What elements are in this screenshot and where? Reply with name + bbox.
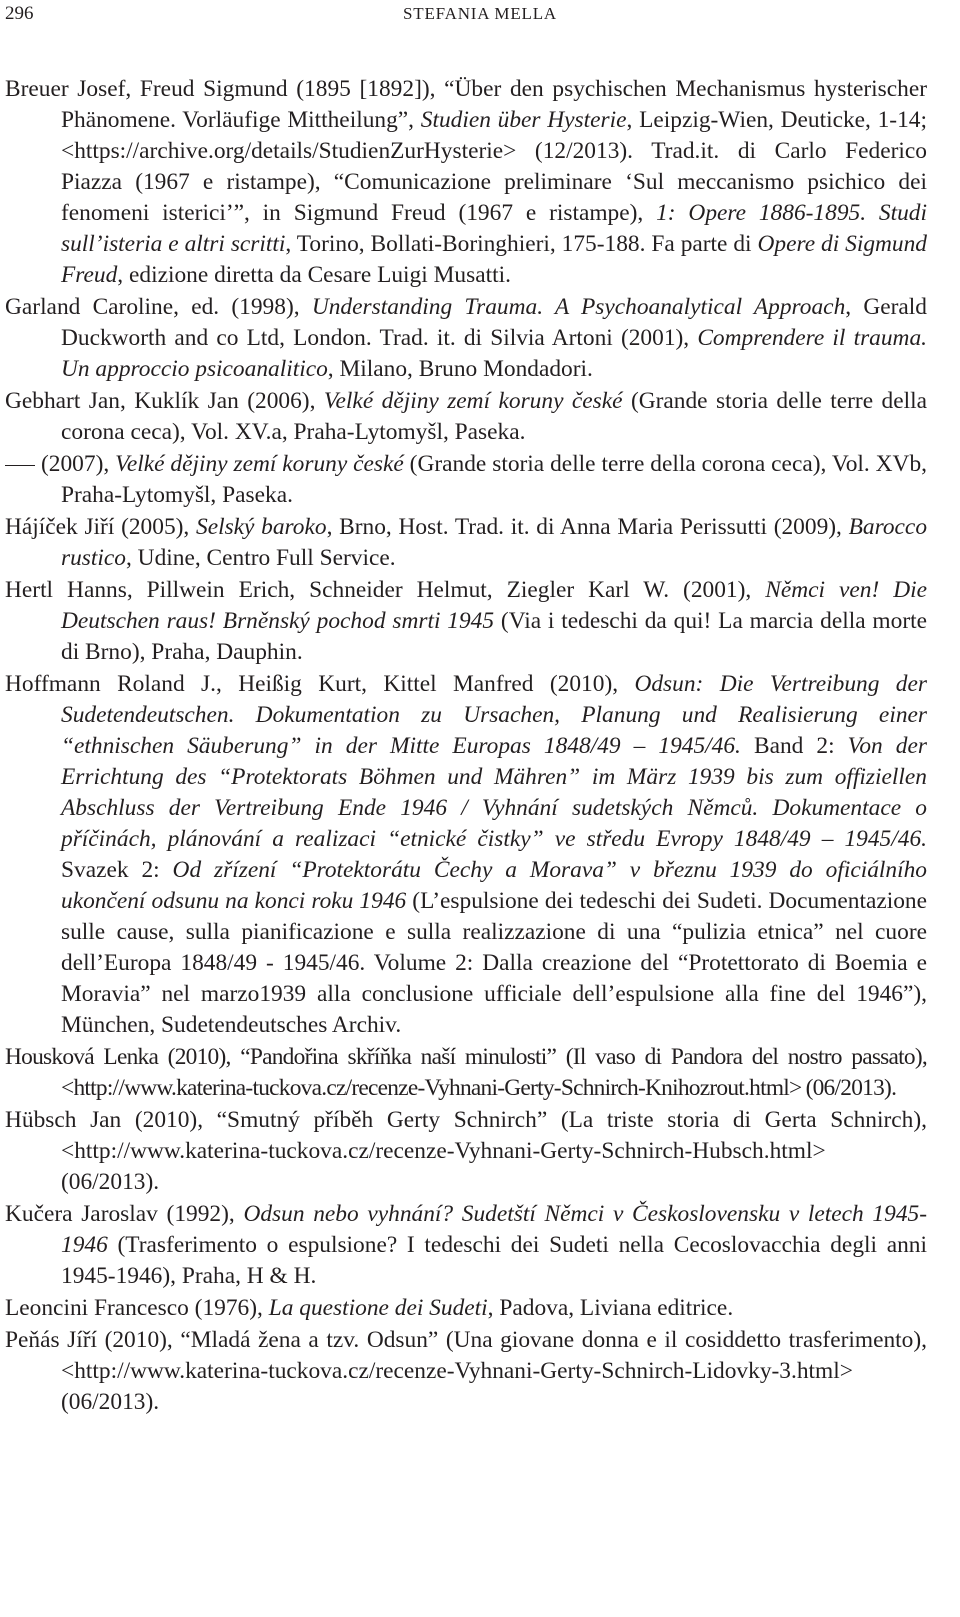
entry-text: (Via i tedeschi da qui! La marcia della morte di Brno), Praha, Dauphin. xyxy=(61,608,927,665)
entry-text: Hoffmann Roland J., Heißig Kurt, Kittel Manfred (2010), xyxy=(5,671,635,697)
entry-text: , Padova, Liviana editrice. xyxy=(487,1295,734,1321)
entry-italic-title: Od zřízení “Protektorátu Čechy a Morava” v březnu 1939 do oficiálního ukončení odsunu na konci roku 1946 xyxy=(61,857,927,914)
entry-italic-title: Němci ven! Die Deutschen raus! Brněnský pochod smrti 1945 xyxy=(61,577,927,634)
bibliography-entry-houskova xyxy=(5,1042,927,1104)
entry-italic-title: Odsun: Die Vertreibung der Sudetendeutschen. Dokumentation zu Ursachen, Planung und Realisierung einer “ethnischen Säuberung” in der Mitte Europas 1848/49 – 1945/46. xyxy=(61,671,927,759)
bibliography-entry-breuer xyxy=(5,74,927,291)
entry-italic-title: Von der Errichtung des “Protektorats Böhmen und Mähren” im März 1939 bis zum offiziellen Abschluss der Vertreibung Ende 1946 / Vyhnání sudetských Němců. Dokumentace o příčinách, plánování a realizaci “etnické čistky” ve středu Evropy 1848/49 – 1945/46. xyxy=(61,733,927,852)
bibliography-entry-leoncini xyxy=(5,1293,927,1324)
entry-italic-title: Studien über Hysterie xyxy=(420,107,627,133)
entry-italic-title: Velké dějiny zemí koruny české xyxy=(323,388,623,414)
entry-text: Housková Lenka (2010), “Pandořina skříňka naší minulosti” (Il vaso di Pandora del nostro passato), <http://www.katerina-tuckova.cz/recenze-Vyhnani-Gerty-Schnirch-Knihozrout.html> (06/2013). xyxy=(5,1044,927,1101)
entry-italic-title: Selský baroko xyxy=(196,514,327,540)
entry-text: Band 2: xyxy=(740,733,848,759)
entry-text: , Torino, Bollati-Boringhieri, 175-188. Fa parte di xyxy=(285,231,758,257)
bibliography-entry-hertl xyxy=(5,575,927,668)
entry-text: (L’espulsione dei tedeschi dei Sudeti. Documentazione sulle cause, sulla pianificazione e sulla realizzazione di una “pulizia etnica” nel cuore dell’Europa 1848/49 - 1945/46. Volume 2: Dalla creazione del “Protettorato di Boemia e Moravia” nel marzo1939 alla conclusione ufficiale dell’espulsione alla fine del 1946”), München, Sudetendeutsches Archiv. xyxy=(61,888,928,1038)
entry-text: (Grande storia delle terre della corona ceca), Vol. XV.a, Praha-Lytomyšl, Paseka. xyxy=(61,388,927,445)
bibliography-entry-hoffmann xyxy=(5,669,927,1041)
entry-text: Gebhart Jan, Kuklík Jan (2006), xyxy=(5,388,324,414)
entry-text: Breuer Josef, Freud Sigmund (1895 [1892]), “Über den psychischen Mechanismus hysterischer Phänomene. Vorläufige Mittheilung”, xyxy=(5,76,927,133)
entry-text: Hertl Hanns, Pillwein Erich, Schneider Helmut, Ziegler Karl W. (2001), xyxy=(5,577,766,603)
entry-text: Hübsch Jan (2010), “Smutný příběh Gerty Schnirch” (La triste storia di Gerta Schnirch), <http://www.katerina-tuckova.cz/recenze-Vyhnani-Gerty-Schnirch-Hubsch.html> (06/2013). xyxy=(5,1107,927,1195)
entry-italic-title: Understanding Trauma. A Psychoanalytical Approach xyxy=(311,294,846,320)
entry-text: (Trasferimento o espulsione? I tedeschi dei Sudeti nella Cecoslovacchia degli anni 1945-1946), Praha, H & H. xyxy=(61,1232,927,1289)
entry-text: Leoncini Francesco (1976), xyxy=(5,1295,269,1321)
entry-italic-title: Comprendere il trauma. Un approccio psicoanalitico xyxy=(61,325,927,382)
entry-text: , edizione diretta da Cesare Luigi Musatti. xyxy=(117,262,511,288)
entry-text: Garland Caroline, ed. (1998), xyxy=(5,294,312,320)
entry-text: , Milano, Bruno Mondadori. xyxy=(327,356,593,382)
running-title: STEFANIA MELLA xyxy=(403,4,557,23)
page-number: 296 xyxy=(5,3,34,24)
entry-text: Peňás Jíří (2010), “Mladá žena a tzv. Odsun” (Una giovane donna e il cosiddetto trasferimento), <http://www.katerina-tuckova.cz/recenze-Vyhnani-Gerty-Schnirch-Lidovky-3.html> (06/2013). xyxy=(5,1327,927,1415)
entry-text: , Udine, Centro Full Service. xyxy=(125,545,396,571)
repeat-author-dash xyxy=(5,465,35,466)
entry-italic-title: Opere di Sigmund Freud xyxy=(61,231,928,288)
bibliography-entry-gebhart-2006 xyxy=(5,386,927,448)
entry-text: Svazek 2: xyxy=(61,857,173,883)
entry-italic-title: Velké dějiny zemí koruny české xyxy=(115,451,404,477)
entry-italic-title: La questione dei Sudeti xyxy=(268,1295,488,1321)
entry-text: Kučera Jaroslav (1992), xyxy=(5,1201,244,1227)
bibliography-entry-hubsch xyxy=(5,1105,927,1198)
entry-italic-title: Odsun nebo vyhnání? Sudetští Němci v Československu v letech 1945-1946 xyxy=(61,1201,927,1258)
entry-text: , Gerald Duckworth and co Ltd, London. Trad. it. di Silvia Artoni (2001), xyxy=(61,294,927,351)
entry-text: (2007), xyxy=(41,451,116,477)
entry-text: (Grande storia delle terre della corona ceca), Vol. XVb, Praha-Lytomyšl, Paseka. xyxy=(61,451,927,508)
bibliography-list xyxy=(5,74,927,1419)
entry-text: Hájíček Jiří (2005), xyxy=(5,514,196,540)
entry-text: , Brno, Host. Trad. it. di Anna Maria Perissutti (2009), xyxy=(326,514,849,540)
entry-text: , Leipzig-Wien, Deuticke, 1-14; <https://archive.org/details/StudienZurHysterie> (12/2013). Trad.it. di Carlo Federico Piazza (1967 e ristampe), “Comunicazione preliminare ‘Sul meccanismo psichico dei fenomeni isterici’”, in Sigmund Freud (1967 e ristampe), xyxy=(61,107,927,226)
entry-italic-title: Barocco rustico xyxy=(61,514,928,571)
bibliography-entry-hajicek xyxy=(5,512,927,574)
running-head xyxy=(5,2,955,26)
bibliography-entry-kucera xyxy=(5,1199,927,1292)
bibliography-entry-garland xyxy=(5,292,927,385)
bibliography-entry-gebhart-2007 xyxy=(5,449,927,511)
entry-italic-title: 1: Opere 1886-1895. Studi sull’isteria e altri scritti xyxy=(61,200,927,257)
bibliography-entry-penas xyxy=(5,1325,927,1418)
